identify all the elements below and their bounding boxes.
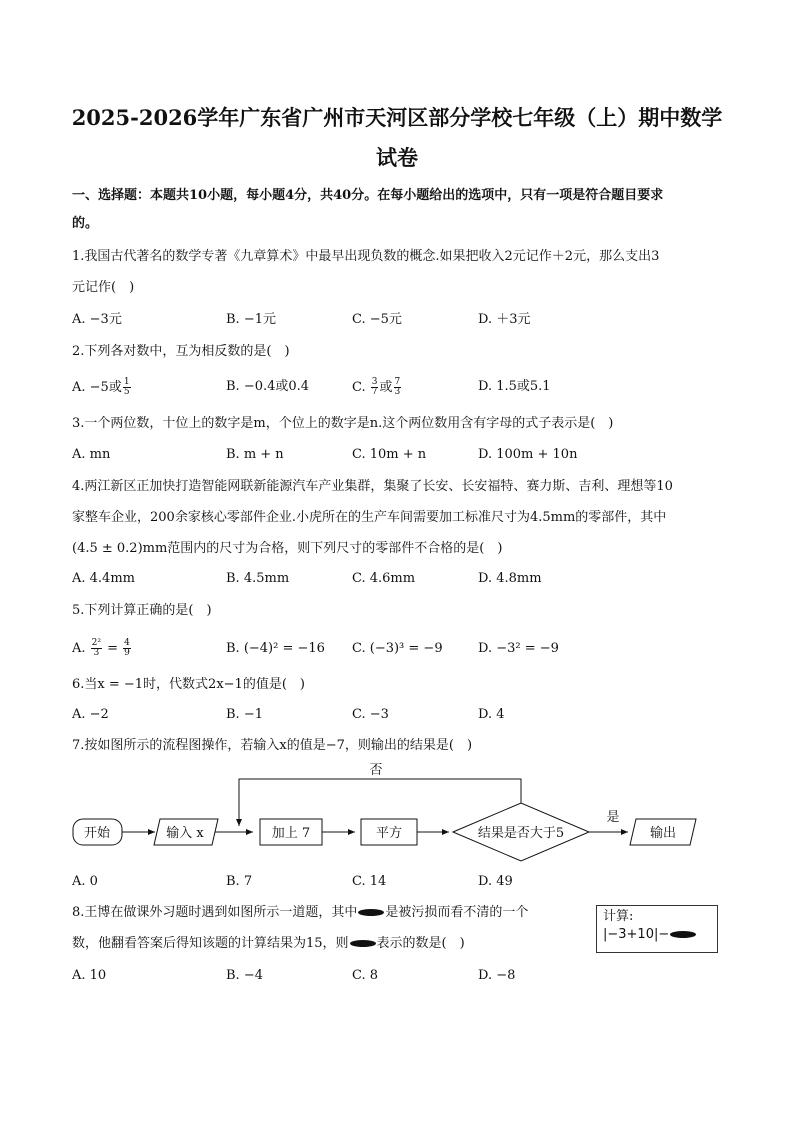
section-heading-line2: 的。 <box>72 216 99 231</box>
flow-yes-label: 是 <box>606 810 620 825</box>
q8-option-b[interactable]: B. −4 <box>226 968 263 983</box>
q1-option-d[interactable]: D. ＋3元 <box>478 312 531 327</box>
q3-option-c[interactable]: C. 10m + n <box>352 447 427 462</box>
q8-stem-line2 <box>72 935 465 953</box>
q2-option-c-or: 或 <box>379 380 393 395</box>
q4-option-d[interactable]: D. 4.8mm <box>478 571 542 586</box>
flow-input-label: 输入 x <box>166 826 204 841</box>
q8-calc-label: 计算: <box>603 909 634 924</box>
flow-add-label: 加上 7 <box>271 826 311 841</box>
q8-stem-line1 <box>72 904 528 922</box>
q8-option-c[interactable]: C. 8 <box>352 968 379 983</box>
q6-option-d[interactable]: D. 4 <box>478 707 505 722</box>
q1-stem-line1: 1.我国古代著名的数学专著《九章算术》中最早出现负数的概念.如果把收入2元记作＋2元，那么支出3 <box>72 249 660 264</box>
flow-output-label: 输出 <box>649 826 677 841</box>
q5-stem: 5.下列计算正确的是( ) <box>72 603 212 618</box>
q1-option-a[interactable]: A. −3元 <box>72 312 122 327</box>
q8-stem-line1-part2: 是被污损而看不清的一个 <box>385 905 529 920</box>
q4-option-a[interactable]: A. 4.4mm <box>72 571 135 586</box>
q7-option-b[interactable]: B. 7 <box>226 874 253 889</box>
q5-option-b[interactable]: B. (−4)² = −16 <box>226 641 325 656</box>
q6-option-c[interactable]: C. −3 <box>352 707 389 722</box>
q1-stem-line2: 元记作( ) <box>72 280 135 295</box>
fraction-numerator: 7 <box>394 377 401 387</box>
q2-option-c-prefix: C. <box>352 380 370 395</box>
q8-stem-line2-part2: 表示的数是( ) <box>376 936 465 951</box>
exam-title-line1: 2025-2026学年广东省广州市天河区部分学校七年级（上）期中数学 <box>71 105 723 130</box>
q2-stem: 2.下列各对数中，互为相反数的是( ) <box>72 344 290 359</box>
q4-stem-line2: 家整车企业，200余家核心零部件企业.小虎所在的生产车间需要加工标准尺寸为4.5mm的零部件，其中 <box>72 510 667 525</box>
fraction-denominator: 9 <box>124 648 130 658</box>
q6-option-b[interactable]: B. −1 <box>226 707 263 722</box>
q8-option-a[interactable]: A. 10 <box>72 968 107 983</box>
q8-calc-box <box>596 905 718 953</box>
fraction-numerator: 2² <box>91 638 101 648</box>
q3-option-a[interactable]: A. mn <box>72 447 111 462</box>
flow-square-label: 平方 <box>375 826 403 841</box>
q5-option-a-equals: = <box>103 641 123 656</box>
ink-blot-icon <box>670 931 696 938</box>
q3-stem: 3.一个两位数，十位上的数字是m，个位上的数字是n.这个两位数用含有字母的式子表示是( ) <box>72 416 614 431</box>
q1-option-c[interactable]: C. −5元 <box>352 312 402 327</box>
q8-stem-line2-part1: 数，他翻看答案后得知该题的计算结果为15，则 <box>72 936 349 951</box>
fraction-numerator: 1 <box>123 377 130 387</box>
section-heading-line1: 一、选择题：本题共10小题，每小题4分，共40分。在每小题给出的选项中，只有一项是符合题目要求 <box>72 188 664 203</box>
fraction-denominator: 5 <box>123 387 130 397</box>
q8-calc-expression-row <box>603 926 711 944</box>
fraction-denominator: 3 <box>93 648 100 658</box>
q2-option-a-prefix: A. −5或 <box>72 380 122 395</box>
q2-option-d[interactable]: D. 1.5或5.1 <box>478 379 551 394</box>
ink-blot-icon <box>350 940 376 947</box>
q4-option-b[interactable]: B. 4.5mm <box>226 571 290 586</box>
exam-title-line2: 试卷 <box>376 145 418 170</box>
q8-option-d[interactable]: D. −8 <box>478 968 516 983</box>
q7-option-c[interactable]: C. 14 <box>352 874 387 889</box>
fraction-denominator: 3 <box>394 387 401 397</box>
q1-option-b[interactable]: B. −1元 <box>226 312 276 327</box>
fraction-numerator: 3 <box>371 377 378 387</box>
flow-start-label: 开始 <box>83 826 111 841</box>
q3-option-b[interactable]: B. m + n <box>226 447 284 462</box>
q5-option-c[interactable]: C. (−3)³ = −9 <box>352 641 443 656</box>
q5-option-a-prefix: A. <box>72 641 90 656</box>
flow-decision-label: 结果是否大于5 <box>477 826 565 841</box>
fraction-denominator: 7 <box>371 387 378 397</box>
q2-option-b[interactable]: B. −0.4或0.4 <box>226 379 310 394</box>
q7-stem: 7.按如图所示的流程图操作，若输入x的值是−7，则输出的结果是( ) <box>72 738 473 753</box>
flow-no-label: 否 <box>369 763 383 778</box>
q3-option-d[interactable]: D. 100m + 10n <box>478 447 578 462</box>
q8-calc-expression: |−3+10|− <box>603 927 670 942</box>
q4-stem-line1: 4.两江新区正加快打造智能网联新能源汽车产业集群，集聚了长安、长安福特、赛力斯、吉利、理想等10 <box>72 479 673 494</box>
q4-option-c[interactable]: C. 4.6mm <box>352 571 416 586</box>
q6-stem: 6.当x = −1时，代数式2x−1的值是( ) <box>72 677 305 692</box>
q8-stem-line1-part1: 8.王博在做课外习题时遇到如图所示一道题，其中 <box>72 905 358 920</box>
q7-option-d[interactable]: D. 49 <box>478 874 513 889</box>
q7-option-a[interactable]: A. 0 <box>72 874 98 889</box>
q6-option-a[interactable]: A. −2 <box>72 707 109 722</box>
ink-blot-icon <box>358 909 384 916</box>
q5-option-d[interactable]: D. −3² = −9 <box>478 641 559 656</box>
q4-stem-line3: (4.5 ± 0.2)mm范围内的尺寸为合格，则下列尺寸的零部件不合格的是( ) <box>72 541 503 556</box>
fraction-numerator: 4 <box>124 638 130 648</box>
